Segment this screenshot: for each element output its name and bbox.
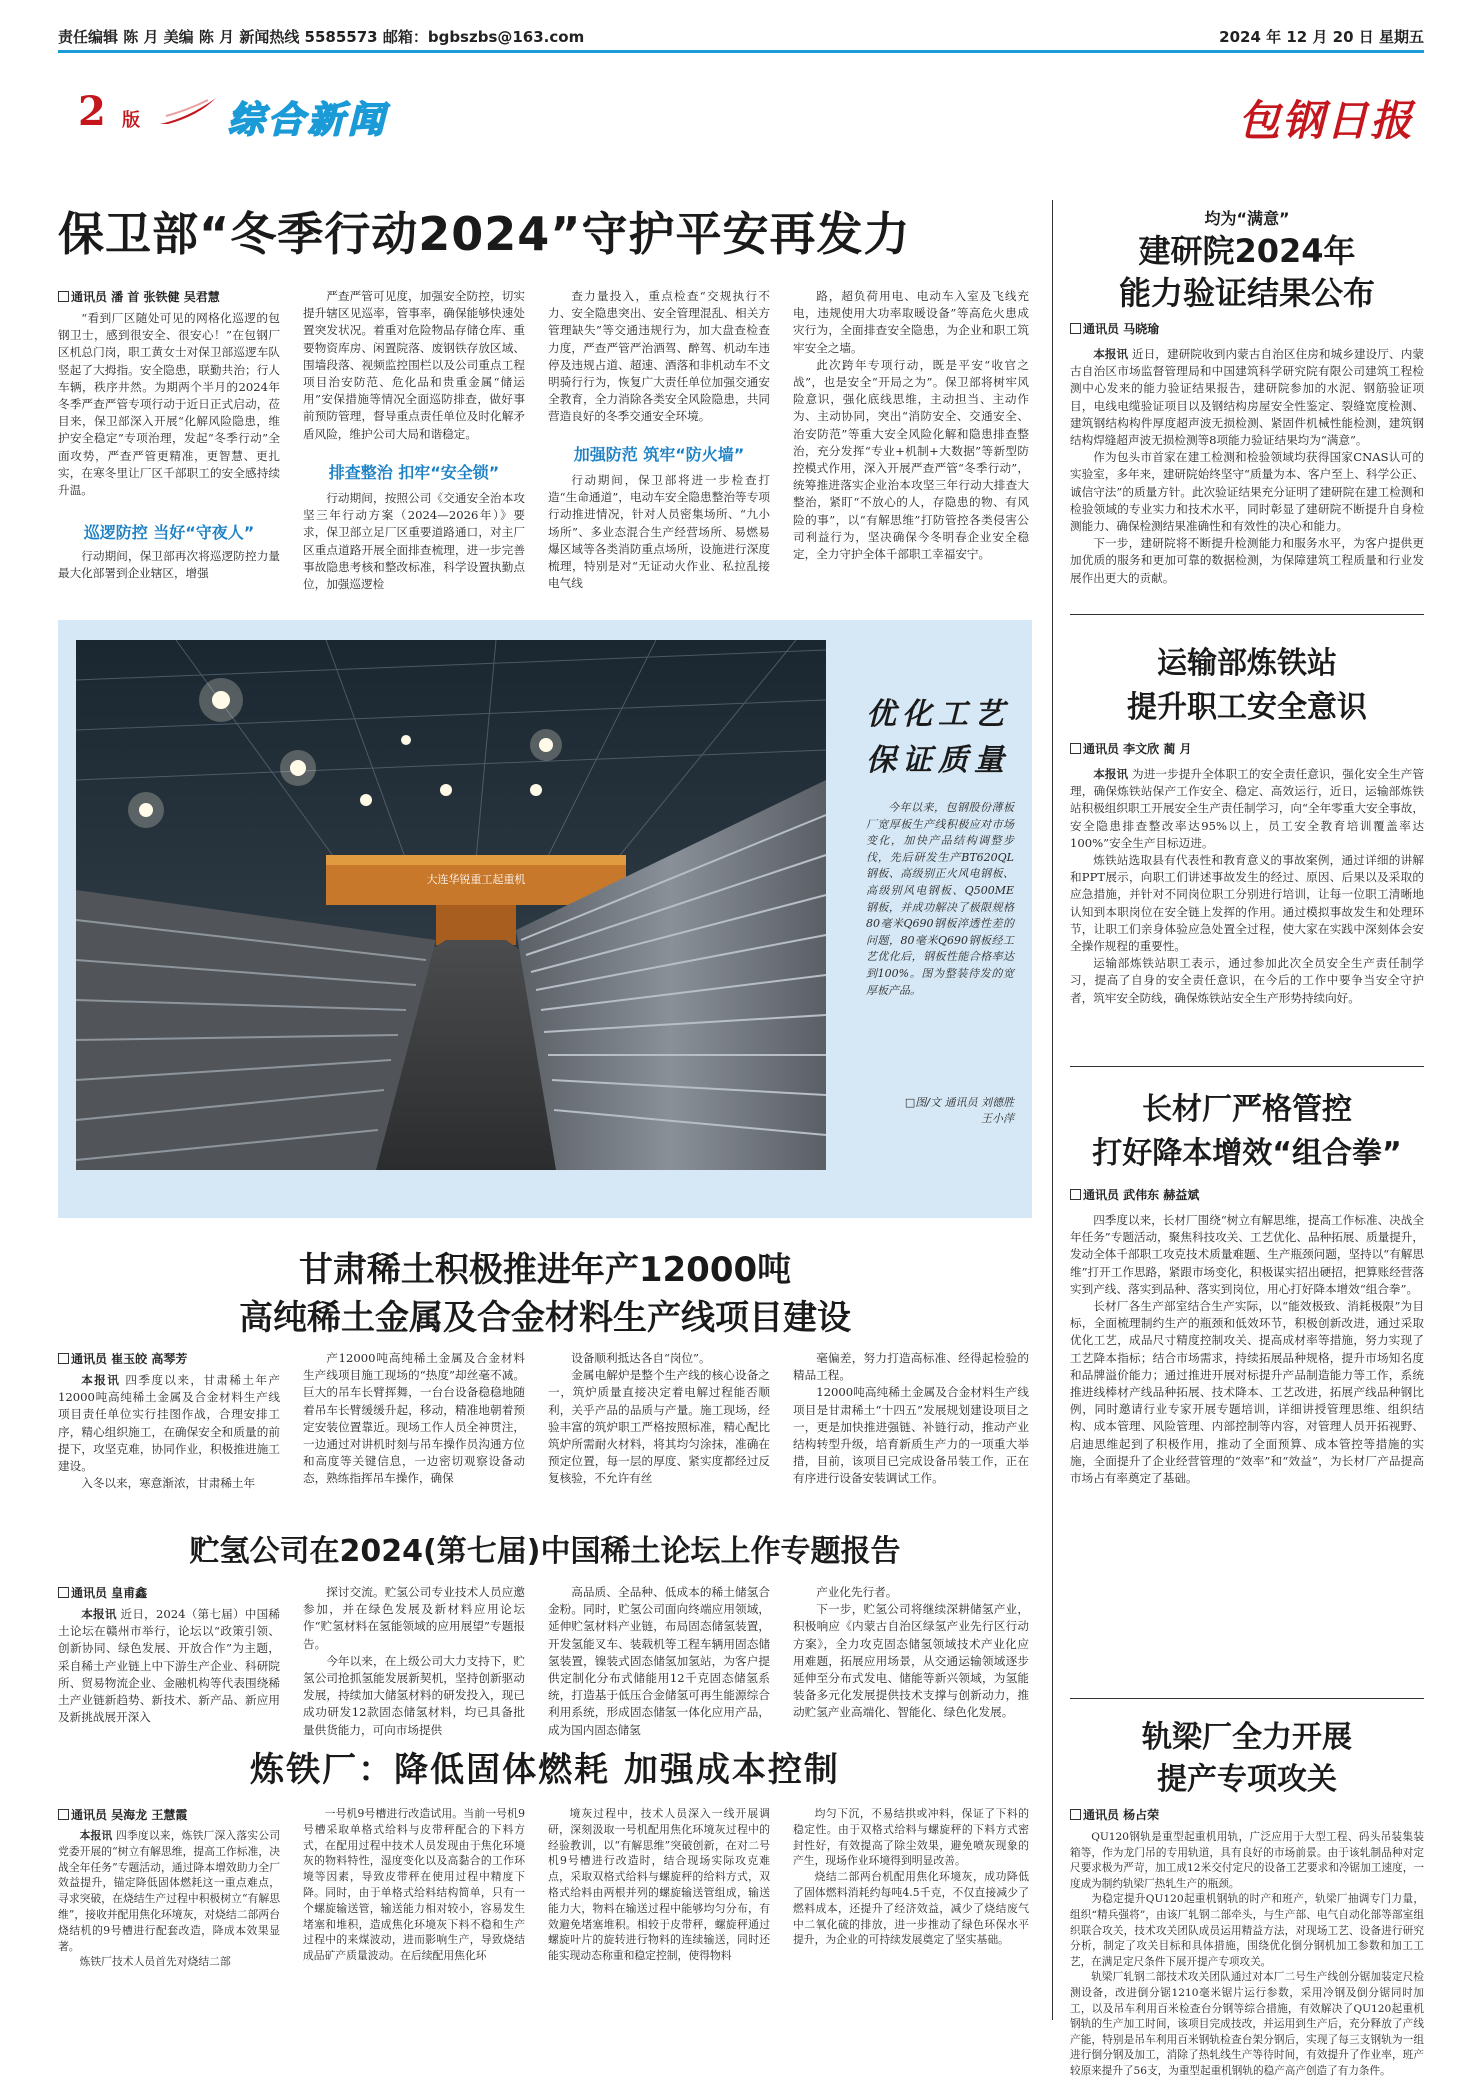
a7-col4: 均匀下沉，不易结拱或冲料，保证了下料的稳定性。由于双格式给料与螺旋秤的下料方式密封性好，有效提高了除尘效果，避免喷灰现象的产生，现场作业环境得到明显改善。 烧结二部两台机配用焦化环境灰，成功降低了固体燃料消耗约每吨4.5千克，不仅直接减少了燃料成本，还提升了经济效益，减少了烧结废气中二氧化硫的排放，进一步推动了绿色环保水平提升，为企业的可持续发展奠定了坚实基础。 — [793, 1807, 1029, 1947]
masthead — [58, 22, 1424, 78]
a5-col4: 毫偏差，努力打造高标准、经得起检验的精品工程。 12000吨高纯稀土金属及合金材料生产线项目是甘肃稀土“十四五”发展规划建设项目之一，更是加快推进强链、补链行动，推动产业结构转型升级，培育新质生产力的一项重大举措，目前，该项目已完成设备吊装工作，正在有序进行设备安装调试工作。 — [793, 1351, 1029, 1486]
a5-title-line2: 高纯稀土金属及合金材料生产线项目建设 — [239, 1298, 851, 1338]
divider-a3 — [1070, 614, 1424, 615]
paper-logo: 包钢日报 — [1237, 96, 1414, 145]
a2-lead: 本报讯 — [1093, 347, 1129, 361]
photo-credit: □图/文 通讯员 刘德胜 王小萍 — [904, 1096, 1014, 1125]
a3-lead: 本报讯 — [1093, 767, 1129, 781]
a6-col4: 产业化先行者。 下一步，贮氢公司将继续深耕储氢产业，积极响应《内蒙古自治区绿氢产业先行区行动方案》，全力攻克固态储氢领域技术产业化应用难题，拓展应用场景，从交通运输领域逐步延伸至分布式发电、储能等新兴领域，为氢能装备多元化发展提供技术支撑与创新动力，推动贮氢产业高端化、智能化、绿色化发展。 — [793, 1585, 1029, 1720]
photo-caption: 今年以来，包钢股份薄板厂宽厚板生产线积极应对市场变化，加快产品结构调整步伐，先后研发生产BT620QL钢板、高级别正火风电钢板、高级别风电钢板、Q500ME钢板，并成功解决了极限规格80毫米Q690钢板淬透性差的问题，80毫米Q690钢板经工艺优化后，钢板性能合格率达到100%。图为整装待发的宽厚板产品。 — [866, 801, 1014, 997]
a1-subhead-patrol: 巡逻防控 当好“守夜人” — [83, 523, 255, 542]
a6-title: 贮氢公司在2024(第七届)中国稀土论坛上作专题报告 — [189, 1534, 901, 1569]
byline-a2: 通讯员 马晓瑜 — [1070, 320, 1159, 337]
a2-kicker: 均为“满意” — [1204, 209, 1290, 228]
photo-feature — [58, 620, 1032, 1218]
a8-title-line2: 提产专项攻关 — [1157, 1762, 1337, 1797]
a1-subhead-fire: 加强防范 筑牢“防火墙” — [573, 445, 745, 464]
a6-col3: 高品质、全品种、低成本的稀土储氢合金粉。同时，贮氢公司面向终端应用领域，延伸贮氢材料产业链，布局固态储氢装置，开发氢能叉车、装载机等工程车辆用固态储氢装置，镍装式固态储氢加氢站，为客户提供定制化分布式储能用12千克固态储氢系统，打造基于低压合金储氢可再生能源综合利用系统，形成固态储氢一体化应用产品，成为国内固态储氢 — [548, 1585, 770, 1737]
right-column-divider — [1052, 200, 1053, 2020]
a3-title-line2: 提升职工安全意识 — [1127, 690, 1367, 725]
byline-a4: 通讯员 武伟东 赫益斌 — [1070, 1186, 1199, 1203]
a8-body: QU120钢轨是重型起重机用轨，广泛应用于大型工程、码头吊装集装箱等，作为龙门吊的专用轨道，具有良好的市场前景。由于该轧制品种对定尺要求极为严苛，加工成12米交付定尺的设备工艺要求和冷锯加工速度，一度成为制约轨梁厂热轧生产的瓶颈。 为稳定提升QU120起重机钢轨的时产和班产，轨梁厂抽调专门力量，组织“精兵强将”，由该厂轧钢二部牵头，与生产部、电气自动化部等部室组织联合攻关，技术攻关团队成员运用精益方法，对现场工艺、设备进行研究分析，制定了攻关目标和具体措施，围绕优化倒分钢机加工参数和加工工艺，在满足定尺条件下展开提产专项攻关。 轨梁厂轧钢二部技术攻关团队通过对本厂二号生产线创分锯加装定尺检测设备，改进倒分锯1210毫米锯片运行参数，采用冷钢及倒分锯同时加工，以及吊车利用百米检查台分钢等综合措施，有效解决了QU120起重机钢轨的生产加工时间，该项目完成技改，并运用到生产后，充分释放了产线产能，特别是吊车利用百米钢轨检查台架分钢后，实现了每三支钢轨为一组进行倒分钢及加工，消除了热轧线生产等待时间，有效提升了作业率，班产较原来提升了56支，为重型起重机钢轨的稳产高产创造了有力条件。 — [1070, 1831, 1424, 2077]
a2-title-line1: 建研院2024年 — [1138, 232, 1356, 270]
byline-a7: 通讯员 吴海龙 王慧霞 — [58, 1806, 187, 1823]
a4-body: 四季度以来，长材厂围绕“树立有解思维，提高工作标准、决战全年任务”专题活动，聚焦科技攻关、工艺优化、品种拓展、质量提升，发动全体千部职工攻克技术质量难题、生产瓶颈问题，坚持以“有解思维”打开工作思路，紧跟市场变化，积极谋实招出硬招，把算账经营落实到产线、落实到品种、落实到岗位，用心打好降本增效“组合拳”。 长材厂各生产部室结合生产实际，以“能效极致、消耗极限”为目标，全面梳理制约生产的瓶颈和低效环节，积极创新改进，通过采取优化工艺，成品尺寸精度控制攻关、提高成材率等措施，努力实现了工艺降本指标；结合市场需求，持续拓展品种规格，提升市场知名度和品牌溢价能力；通过推进开展对标提升产品制造能力等工作，系统推进线棒材产线品种拓展、技术降本、工艺改进，拓展产线品种钢比例，同时邀请行业专家开展专题培训，详细讲授管理思维、组织结构、成本管理、风险管理、内部控制等内容，对管理人员开拓视野、启迪思维起到了积极作用，推动了全面预算、成本管控等措施的实施，全面提升了企业经营管理的“效率”和“效益”，为长材厂产品提高市场占有率奠定了基础。 — [1070, 1213, 1424, 1486]
section-name: 综合新闻 — [228, 100, 389, 141]
a6-col2: 探讨交流。贮氢公司专业技术人员应邀参加，并在绿色发展及新材料应用论坛作“贮氢材料在氢能领域的应用展望”专题报告。 今年以来，在上级公司大力支持下，贮氢公司抢抓氢能发展新契机，坚持创新驱动发展，持续加大储氢材料的研发投入，现已成功研发12款固态储氢材料，均已具备批量供货能力，可向市场提供 — [303, 1585, 525, 1737]
a5-col2: 产12000吨高纯稀土金属及合金材料生产线项目施工现场的“热度”却丝毫不减。巨大的吊车长臂挥舞，一台台设备稳稳地随着吊车长臂缓缓升起，移动，精准地朝着预定安装位置靠近。现场工作人员全神贯注，一边通过对讲机时刻与吊车操作员沟通方位和高度等关键信息，一边密切观察设备动态，熟练指挥吊车操作，确保 — [303, 1351, 525, 1486]
byline-a8: 通讯员 杨占荣 — [1070, 1806, 1159, 1823]
masthead-date: 2024 年 12 月 20 日 星期五 — [1219, 28, 1424, 46]
a1-col2b: 行动期间，按照公司《交通安全治本攻坚三年行动方案（2024—2026年）》要求，保卫部立足厂区重要道路通口，对主厂区重点道路开展全面排查梳理，进一步完善事故隐患考核和整改标准，科学设置执勤点位，加强巡逻检 — [303, 491, 525, 592]
a7-lead: 本报讯 — [79, 1829, 113, 1842]
a3-title-line1: 运输部炼铁站 — [1157, 646, 1337, 681]
byline-a6: 通讯员 皇甫鑫 — [58, 1584, 147, 1601]
a1-col4: 路，超负荷用电、电动车入室及飞线充电，违规使用大功率取暖设备”等高危火患成灾行为，全面排查安全隐患，为企业和职工筑牢安全之墙。 此次跨年专项行动，既是平安“收官之战”，也是安全“开局之为”。保卫部将树牢风险意识，强化底线思维，主动担当、主动作为、主动协同，突出“消防安全、交通安全、治安防范”等重大安全风险化解和隐患排查整治，充分发挥“专业+机制+大数据”等新型防控模式作用，深入开展严查严管“冬季行动”，统筹推进落实企业治本攻坚三年行动大排查大整治，紧盯“不放心的人，存隐患的物、有风险的事”，以“有解思维”打防管控各类侵害公司利益行为，坚决确保今冬明春企业安全稳定，全力守护全体千部职工幸福安宁。 — [793, 289, 1029, 562]
a3-body: 本报讯 为进一步提升全体职工的安全责任意识，强化安全生产管理，确保炼铁站保产工作安全、稳定、高效运行，近日，运输部炼铁站积极组织职工开展安全生产责任制学习，向“全年零重大安全事故，安全隐患排查整改率达95%以上，员工安全教育培训覆盖率达100%”安全生产目标迈进。 炼铁站选取县有代表性和教育意义的事故案例，通过详细的讲解和PPT展示，向职工们讲述事故发生的经过、原因、后果以及采取的应急措施，并针对不同岗位职工分别进行培训，让每一位职工清晰地认知到本职岗位在安全链上发挥的作用。通过模拟事故发生和处理环节，让职工们亲身体验应急处置全过程，使大家在实践中深刻体会安全操作规程的重要性。 运输部炼铁站职工表示，通过参加此次全员安全生产责任制学习，提高了自身的安全责任意识，在今后的工作中要争当安全守护者，筑牢安全防线，确保炼铁站安全生产形势持续向好。 — [1070, 767, 1424, 1005]
photo-title: 优化工艺 保证质量 — [866, 697, 1010, 778]
byline-a1: 通讯员 潘 首 张铁健 吴君慧 — [58, 288, 220, 305]
a2-body: 本报讯 近日，建研院收到内蒙古自治区住房和城乡建设厅、内蒙古自治区市场监督管理局和中国建筑科学研究院有限公司建筑工程检测中心发来的能力验证结果报告，建研院参加的水泥、钢筋验证项目，电线电缆验证项目以及钢结构房屋安全性鉴定、裂缝宽度检测、建筑钢结构构件厚度超声波无损检测、紧固件机械性能检测，建筑钢结构焊缝超声波无损检测等8项能力验证结果均为“满意”。 作为包头市首家在建工检测和检验领域均获得国家CNAS认可的实验室，多年来，建研院始终坚守“质量为本、客户至上、科学公正、诚信守法”的质量方针。此次验证结果充分证明了建研院在建工检测和检验领域的专业实力和技术水平，同时彰显了建研院不断提升自身检测能力、确保检测结果准确性和有效性的决心和能力。 下一步，建研院将不断提升检测能力和服务水平，为客户提供更加优质的服务和更加可靠的数据检测，为保障建筑工程质量和行业发展作出更大的贡献。 — [1070, 347, 1424, 585]
a7-col1: 本报讯 四季度以来，炼铁厂深入落实公司党委开展的“树立有解思维，提高工作标准，决战全年任务”专题活动，通过降本增效助力全厂效益提升，锚定降低固体燃耗这一重点难点，寻求突破，在烧结生产过程中积极树立“有解思维”，接收并配用焦化环境灰，对烧结二部两台烧结机的9号槽进行配套改造，降成本效果显著。 炼铁厂技术人员首先对烧结二部 — [58, 1829, 280, 1969]
crane-sign: 大连华锐重工起重机 — [426, 873, 526, 886]
a7-col3: 境灰过程中，技术人员深入一线开展调研，深刻汲取一号机配用焦化环境灰过程中的经验教训，以“有解思维”突破创新，在对二号机9号槽进行改造时，结合现场实际攻克难点，采取双格式给料与螺旋秤的给料方式，双格式给料由两根并列的螺旋输送管组成，输送能力大，物料在输送过程中能够均匀分布，有效避免堵塞堆积。相较于皮带秤，螺旋秤通过螺旋叶片的旋转进行物料的连续输送，同时还能实现动态称重和稳定控制，使得物料 — [548, 1807, 770, 1963]
a7-title: 炼铁厂：降低固体燃耗 加强成本控制 — [250, 1750, 840, 1790]
a1-col2: 严查严管可见度，加强安全防控，切实提升辖区见巡率，管事率，确保能够快速处置突发状况。着重对危险物品存储仓库、重要物资库房、闲置院落、废钢铁存放区域、围墙段落、视频监控围栏以及公司重点工程项目治安防范、危化品和贵重金属“储运用”安保措施等情况全面巡防排查，做好事前预防管理，督导重点责任单位及时化解矛盾风险，维护公司大局和谐稳定。 — [303, 289, 525, 441]
page-number: 2 — [78, 88, 106, 135]
a6-lead: 本报讯 — [81, 1607, 117, 1621]
page-unit: 版 — [122, 110, 140, 131]
section-bar — [58, 86, 1424, 145]
a1-col3b: 行动期间，保卫部将进一步检查打造“生命通道”，电动车安全隐患整治等专项行动推进情况，针对人员密集场所、“九小场所”、多业态混合生产经营场所、易燃易爆区域等各类消防重点场所，设施进行深度梳理，特别是对“无证动火作业、私拉乱接电气线 — [548, 473, 770, 591]
divider-a4 — [1070, 1066, 1424, 1067]
a5-col1: 本报讯 四季度以来，甘肃稀土年产12000吨高纯稀土金属及合金材料生产线项目责任单位实行挂图作战，合理安排工序，精心组织施工，在确保安全和质量的前提下，攻坚克难，协同作业，积极推进施工建设。 入冬以来，寒意渐浓，甘肃稀土年 — [58, 1373, 280, 1491]
byline-a3: 通讯员 李文欣 蔺 月 — [1070, 740, 1192, 757]
steel-plate-warehouse-photo — [76, 640, 826, 1170]
byline-a5: 通讯员 崔玉皎 高琴芳 — [58, 1350, 187, 1367]
masthead-editors: 责任编辑 陈 月 美编 陈 月 新闻热线 5585573 邮箱：bgbszbs@163.com — [58, 28, 585, 46]
a5-title-line1: 甘肃稀土积极推进年产12000吨 — [298, 1250, 792, 1290]
a6-col1: 本报讯 近日，2024（第七届）中国稀土论坛在赣州市举行，论坛以“政策引领、创新协同、绿色发展、开放合作”为主题，采自稀土产业链上中下游生产企业、科研院所、贸易物流企业、金融机构等代表围绕稀土产业链新趋势、新技术、新产品、新应用及新挑战展开深入 — [58, 1607, 280, 1725]
a7-col2: 一号机9号槽进行改造试用。当前一号机9号槽采取单格式给料与皮带秤配合的下料方式，在配用过程中技术人员发现由于焦化环境灰的物料特性，湿度变化以及高黏合的工作环境等因素，导致皮带秤在使用过程中精度下降。同时，由于单格式给料结构简单，只有一个螺旋输送管，输送能力相对较小，容易发生堵塞和堆积，造成焦化环境灰下料不稳和生产过程中的来煤波动，进而影响生产，导致烧结成品矿产质量波动。在后续配用焦化环 — [303, 1807, 525, 1963]
a1-col1b: 行动期间，保卫部再次将巡逻防控力量最大化部署到企业辖区，增强 — [58, 549, 280, 581]
a5-col3: 设备顺利抵达各自“岗位”。 金属电解炉是整个生产线的核心设备之一，筑炉质量直接决定着电解过程能否顺利，关乎产品的品质与产量。施工现场，经验丰富的筑炉职工严格按照标准，精心配比筑炉所需耐火材料，将其均匀涂抹，准确在预定位置，每一层的厚度、紧实度都经过反复核验，不允许有丝 — [548, 1351, 770, 1486]
divider-a8 — [1070, 1698, 1424, 1699]
a4-title-line1: 长材厂严格管控 — [1142, 1092, 1352, 1127]
a8-title-line1: 轨梁厂全力开展 — [1142, 1720, 1352, 1755]
a4-title-line2: 打好降本增效“组合拳” — [1092, 1136, 1402, 1171]
a1-col1: “看到厂区随处可见的网格化巡逻的包钢卫士，感到很安全、很安心！”在包钢厂区机总门岗，职工黄女士对保卫部巡逻车队竖起了大拇指。安全隐患，联勤共治；行人车辆，秩序井然。为期两个半月的2024年冬季严查严管专项行动于近日正式启动，莅目来，保卫部深入开展“化解风险隐患，维护安全稳定”专项治理，发起“冬季行动”全面攻势，严查严管更精准，更智慧、更扎实，在寒冬里让厂区千部职工的安全感持续升温。 — [58, 311, 280, 498]
headline-security-winter: 保卫部“冬季行动2024”守护平安再发力 — [58, 207, 911, 261]
a5-lead: 本报讯 — [81, 1373, 121, 1387]
a1-col3: 查力量投入，重点检查“交规执行不力、安全隐患突出、安全管理混乱、相关方管理缺失”等交通违规行为，加大盘查检查力度，严查严管严治酒驾、醉驾、机动车违停及违规占道、超速、酒落和非机动车不文明骑行行为，恢复广大责任单位加强交通安全教育，全力消除各类安全风险隐患，共同营造良好的冬季交通安全环境。 — [548, 289, 770, 424]
masthead-rule — [58, 50, 1424, 53]
a2-title-line2: 能力验证结果公布 — [1118, 274, 1375, 312]
a1-subhead-inspection: 排查整治 扣牢“安全锁” — [328, 463, 500, 482]
warehouse-illustration — [76, 640, 826, 1170]
swoosh-icon — [158, 96, 218, 126]
